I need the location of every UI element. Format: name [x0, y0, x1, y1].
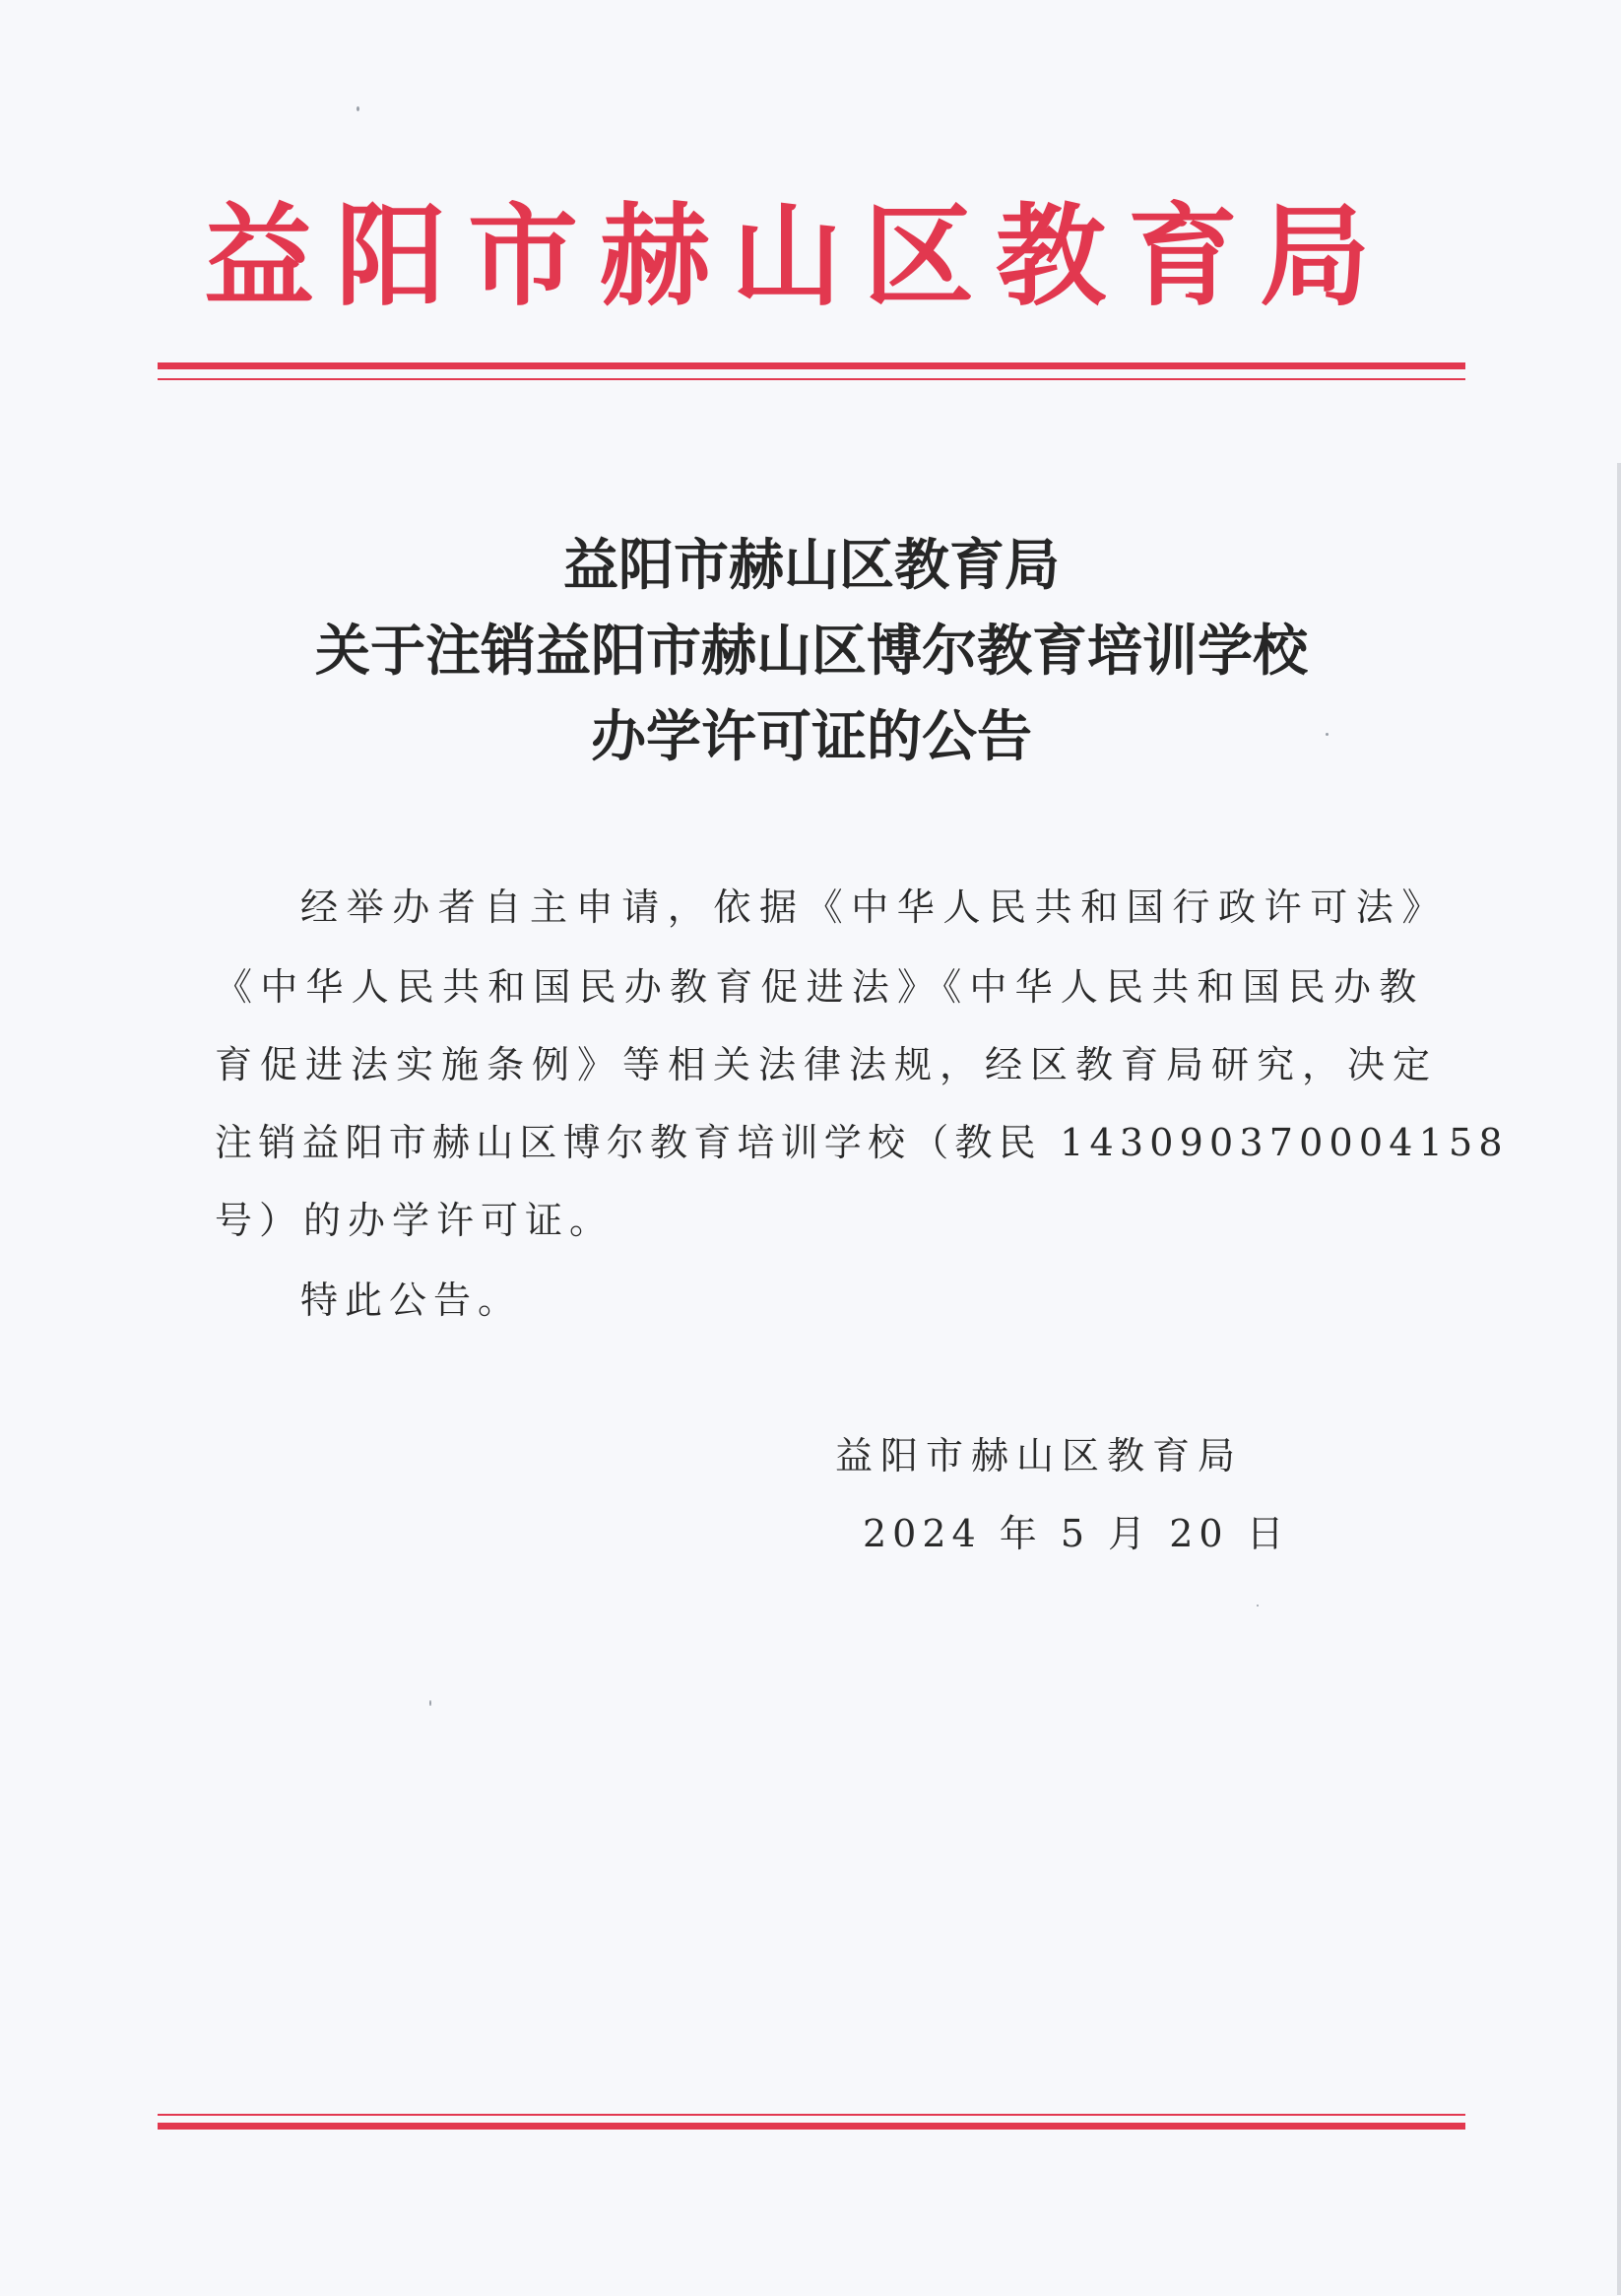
scan-speck: [1257, 1605, 1259, 1607]
header-rule-thin: [158, 378, 1465, 380]
body-paragraph-1-line-1: 经举办者自主申请，依据《中华人民共和国行政许可法》: [300, 886, 1449, 929]
scan-speck: [1326, 733, 1329, 736]
body-paragraph-1-line-4: 注销益阳市赫山区博尔教育培训学校（教民 143090370004158: [215, 1121, 1509, 1164]
document-title-line-3: 办学许可证的公告: [591, 704, 1032, 769]
body-paragraph-2: 特此公告。: [300, 1279, 523, 1322]
footer-rule-thin: [158, 2114, 1465, 2116]
scan-speck: [429, 1700, 431, 1706]
signature-organization: 益阳市赫山区教育局: [835, 1434, 1244, 1477]
footer-rule-thick: [158, 2123, 1465, 2130]
body-paragraph-1-line-3: 育促进法实施条例》等相关法律法规，经区教育局研究，决定: [215, 1043, 1439, 1086]
header-rule-thick: [158, 362, 1465, 369]
scan-edge-shadow: [1617, 463, 1621, 2295]
signature-date: 2024 年 5 月 20 日: [863, 1512, 1290, 1555]
scan-speck: [357, 106, 359, 111]
document-title-line-2: 关于注销益阳市赫山区博尔教育培训学校: [315, 619, 1308, 684]
body-paragraph-1-line-2: 《中华人民共和国民办教育促进法》《中华人民共和国民办教: [215, 965, 1425, 1009]
document-title-line-1: 益阳市赫山区教育局: [563, 533, 1060, 598]
body-paragraph-1-line-5: 号）的办学许可证。: [215, 1199, 615, 1242]
masthead-red-header: 益阳市赫山区教育局: [204, 192, 1392, 321]
